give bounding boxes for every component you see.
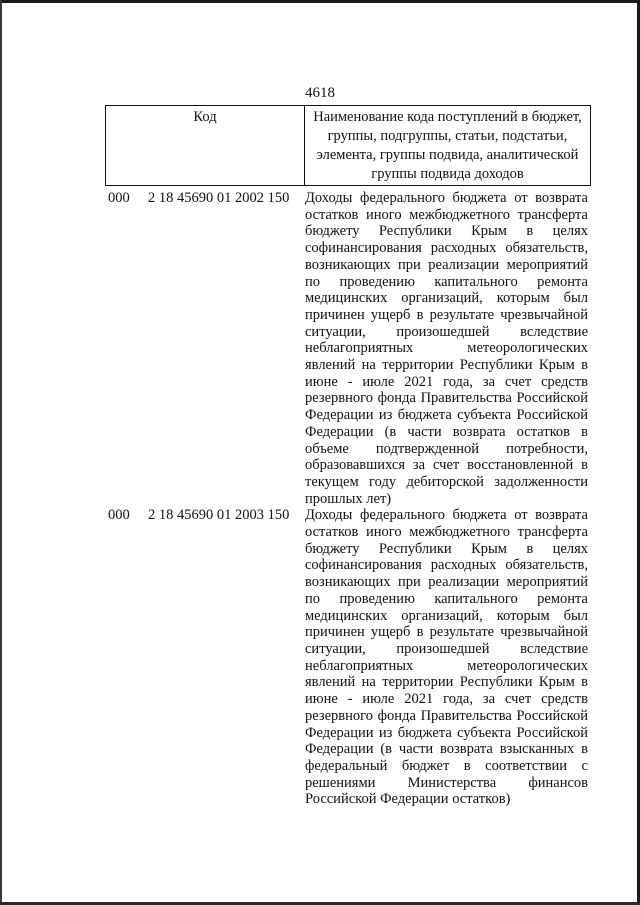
admin-code: 000 [108, 190, 130, 206]
classification-table-header [105, 105, 591, 186]
name-column-header: Наименование кода поступлений в бюджет, группы, подгруппы, статьи, подстатьи, элемента, группы подвида, аналитической группы подвида доходов [305, 106, 591, 186]
revenue-description: Доходы федерального бюджета от возврата остатков иного межбюджетного трансферта бюджету Республики Крым в целях софинансирования расходных обязательств, возникающих при реализации мероприятий по проведению капитального ремонта медицинских организаций, которым был причинен ущерб в результате чрезвычайной ситуации, произошедшей вследствие неблагоприятных метеорологических явлений на территории Республики Крым в июне - июле 2021 года, за счет средств резервного фонда Правительства Российской Федерации из бюджета субъекта Российской Федерации (в части возврата остатков в объеме подтвержденной потребности, образовавшихся за счет восстановленной в текущем году дебиторской задолженности прошлых лет) [305, 190, 588, 507]
revenue-description: Доходы федерального бюджета от возврата остатков иного межбюджетного трансферта бюджету Республики Крым в целях софинансирования расходных обязательств, возникающих при реализации мероприятий по проведению капитального ремонта медицинских организаций, которым был причинен ущерб в результате чрезвычайной ситуации, произошедшей вследствие неблагоприятных метеорологических явлений на территории Республики Крым в июне - июле 2021 года, за счет средств резервного фонда Правительства Российской Федерации из бюджета субъекта Российской Федерации (в части возврата взысканных в федеральный бюджет в соответствии с решениями Министерства финансов Российской Федерации остатков) [305, 507, 588, 808]
table-row [108, 507, 594, 808]
scan-edge-top [0, 0, 640, 3]
table-row [108, 190, 594, 507]
code-column-header: Код [106, 106, 305, 186]
table-header-row [106, 106, 591, 186]
page-number: 4618 [305, 85, 335, 101]
scan-edge-left [0, 0, 2, 905]
revenue-code: 2 18 45690 01 2003 150 [148, 507, 290, 524]
classification-rows [108, 190, 594, 808]
admin-code: 000 [108, 507, 130, 524]
revenue-code: 2 18 45690 01 2002 150 [148, 190, 290, 206]
